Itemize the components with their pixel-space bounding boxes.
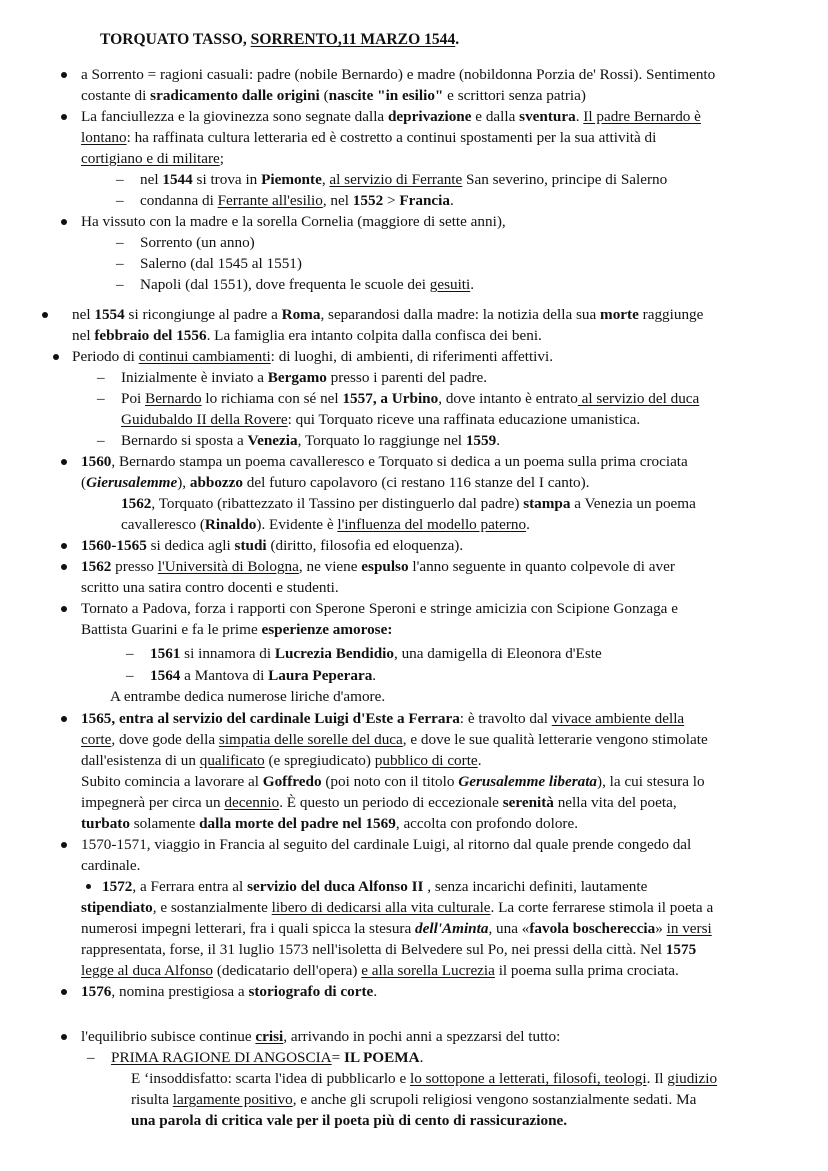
text-line: Guidubaldo II della Rovere: qui Torquato riceve una raffinata educazione umanistica.: [121, 411, 641, 428]
text-line: La fanciullezza e la giovinezza sono segnate dalla deprivazione e dalla sventura. Il padre Bernardo è: [81, 108, 701, 125]
text-line: l'equilibrio subisce continue crisi, arrivando in pochi anni a spezzarsi del tutto:: [81, 1028, 561, 1045]
text-line: legge al duca Alfonso (dedicatario dell'opera) e alla sorella Lucrezia il poema sulla prima crociata.: [81, 962, 679, 979]
text-line: 1560, Bernardo stampa un poema cavalleresco e Torquato si dedica a un poema sulla prima crociata: [81, 453, 688, 470]
text-line: 1572, a Ferrara entra al servizio del duca Alfonso II , senza incarichi definiti, lautamente: [102, 878, 648, 895]
text-line: scritto una satira contro docenti e studenti.: [81, 579, 339, 596]
dash-marker: –: [97, 369, 105, 386]
text-line: cavalleresco (Rinaldo). Evidente è l'influenza del modello paterno.: [121, 516, 530, 533]
text-line: PRIMA RAGIONE DI ANGOSCIA= IL POEMA.: [111, 1049, 424, 1066]
dash-marker: –: [116, 171, 124, 188]
text-line: Napoli (dal 1551), dove frequenta le scuole dei gesuiti.: [140, 276, 475, 293]
text-line: 1576, nomina prestigiosa a storiografo di corte.: [81, 983, 378, 1000]
text-line: numerosi impegni letterari, fra i quali spicca la stesura dell'Aminta, una «favola boschereccia» in versi: [81, 920, 712, 937]
dash-marker: –: [116, 234, 124, 251]
text-line: turbato solamente dalla morte del padre nel 1569, accolta con profondo dolore.: [81, 815, 579, 832]
bullet-icon: [61, 1034, 67, 1040]
text-line: Inizialmente è inviato a Bergamo presso i parenti del padre.: [121, 369, 488, 386]
text-line: risulta largamente positivo, e anche gli scrupoli religiosi vengono sostanzialmente sedati. Ma: [131, 1091, 697, 1108]
text-line: 1564 a Mantova di Laura Peperara.: [150, 667, 377, 684]
text-line: 1560-1565 si dedica agli studi (diritto, filosofia ed eloquenza).: [81, 537, 464, 554]
text-line: stipendiato, e sostanzialmente libero di dedicarsi alla vita culturale. La corte ferrarese stimola il poeta a: [81, 899, 714, 916]
text-line: (Gierusalemme), abbozzo del futuro capolavoro (ci restano 116 stanze del I canto).: [81, 474, 590, 491]
bullet-icon: [61, 716, 67, 722]
dash-marker: –: [87, 1049, 95, 1066]
page-title: TORQUATO TASSO, SORRENTO,11 MARZO 1544.: [100, 31, 460, 48]
text-line: 1565, entra al servizio del cardinale Luigi d'Este a Ferrara: è travolto dal vivace ambiente della: [81, 710, 685, 727]
text-line: Sorrento (un anno): [140, 234, 255, 251]
text-line: Battista Guarini e fa le prime esperienze amorose:: [81, 621, 393, 638]
text-line: Periodo di continui cambiamenti: di luoghi, di ambienti, di riferimenti affettivi.: [72, 348, 553, 365]
text-line: lontano: ha raffinata cultura letteraria ed è costretto a continui spostamenti per la sua attività di: [81, 129, 657, 146]
text-line: 1562 presso l'Università di Bologna, ne viene espulso l'anno seguente in quanto colpevole di aver: [81, 558, 675, 575]
bullet-icon: [61, 72, 67, 78]
text-line: condanna di Ferrante all'esilio, nel 1552 > Francia.: [140, 192, 454, 209]
text-line: A entrambe dedica numerose liriche d'amore.: [110, 688, 386, 705]
text-line: cortigiano e di militare;: [81, 150, 224, 167]
bullet-icon: [61, 842, 67, 848]
text-line: 1562, Torquato (ribattezzato il Tassino per distinguerlo dal padre) stampa a Venezia un poema: [121, 495, 696, 512]
bullet-icon: [61, 606, 67, 612]
text-line: E ‘insoddisfatto: scarta l'idea di pubblicarlo e lo sottopone a letterati, filosofi, teologi. Il giudizio: [131, 1070, 718, 1087]
bullet-icon: [86, 884, 91, 889]
text-line: Ha vissuto con la madre e la sorella Cornelia (maggiore di sette anni),: [81, 213, 506, 230]
text-line: Bernardo si sposta a Venezia, Torquato lo raggiunge nel 1559.: [121, 432, 500, 449]
dash-marker: –: [97, 390, 105, 407]
bullet-icon: [61, 114, 67, 120]
bullet-icon: [61, 543, 67, 549]
bullet-icon: [61, 989, 67, 995]
text-line: costante di sradicamento dalle origini (nascite "in esilio" e scrittori senza patria): [81, 87, 586, 104]
bullet-icon: [61, 564, 67, 570]
text-line: Salerno (dal 1545 al 1551): [140, 255, 302, 272]
text-line: Subito comincia a lavorare al Goffredo (poi noto con il titolo Gerusalemme liberata), la cui stesura lo: [81, 773, 705, 790]
dash-marker: –: [97, 432, 105, 449]
bullet-icon: [53, 354, 59, 360]
bullet-icon: [42, 312, 48, 318]
text-line: a Sorrento = ragioni casuali: padre (nobile Bernardo) e madre (nobildonna Porzia de' Rossi). Sentimento: [81, 66, 716, 83]
bullet-icon: [61, 219, 67, 225]
text-line: nel febbraio del 1556. La famiglia era intanto colpita dalla confisca dei beni.: [72, 327, 542, 344]
text-line: dall'esistenza di un qualificato (e spregiudicato) pubblico di corte.: [81, 752, 482, 769]
text-line: Poi Bernardo lo richiama con sé nel 1557, a Urbino, dove intanto è entrato al servizio del duca: [121, 390, 700, 407]
dash-marker: –: [126, 667, 134, 684]
text-line: una parola di critica vale per il poeta più di cento di rassicurazione.: [131, 1112, 568, 1129]
dash-marker: –: [126, 645, 134, 662]
text-line: corte, dove gode della simpatia delle sorelle del duca, e dove le sue qualità letterarie vengono stimolate: [81, 731, 708, 748]
dash-marker: –: [116, 192, 124, 209]
text-line: cardinale.: [81, 857, 141, 874]
text-line: 1570-1571, viaggio in Francia al seguito del cardinale Luigi, al ritorno dal quale prende congedo dal: [81, 836, 692, 853]
text-line: Tornato a Padova, forza i rapporti con Sperone Speroni e stringe amicizia con Scipione Gonzaga e: [81, 600, 678, 617]
dash-marker: –: [116, 255, 124, 272]
text-line: impegnerà per circa un decennio. È questo un periodo di eccezionale serenità nella vita del poeta,: [81, 794, 677, 811]
text-line: 1561 si innamora di Lucrezia Bendidio, una damigella di Eleonora d'Este: [150, 645, 602, 662]
bullet-icon: [61, 459, 67, 465]
dash-marker: –: [116, 276, 124, 293]
text-line: nel 1544 si trova in Piemonte, al servizio di Ferrante San severino, principe di Salerno: [140, 171, 668, 188]
text-line: rappresentata, forse, il 31 luglio 1573 nell'isoletta di Belvedere sul Po, nei pressi della città. Nel 1575: [81, 941, 697, 958]
text-line: nel 1554 si ricongiunge al padre a Roma, separandosi dalla madre: la notizia della sua morte raggiunge: [72, 306, 704, 323]
